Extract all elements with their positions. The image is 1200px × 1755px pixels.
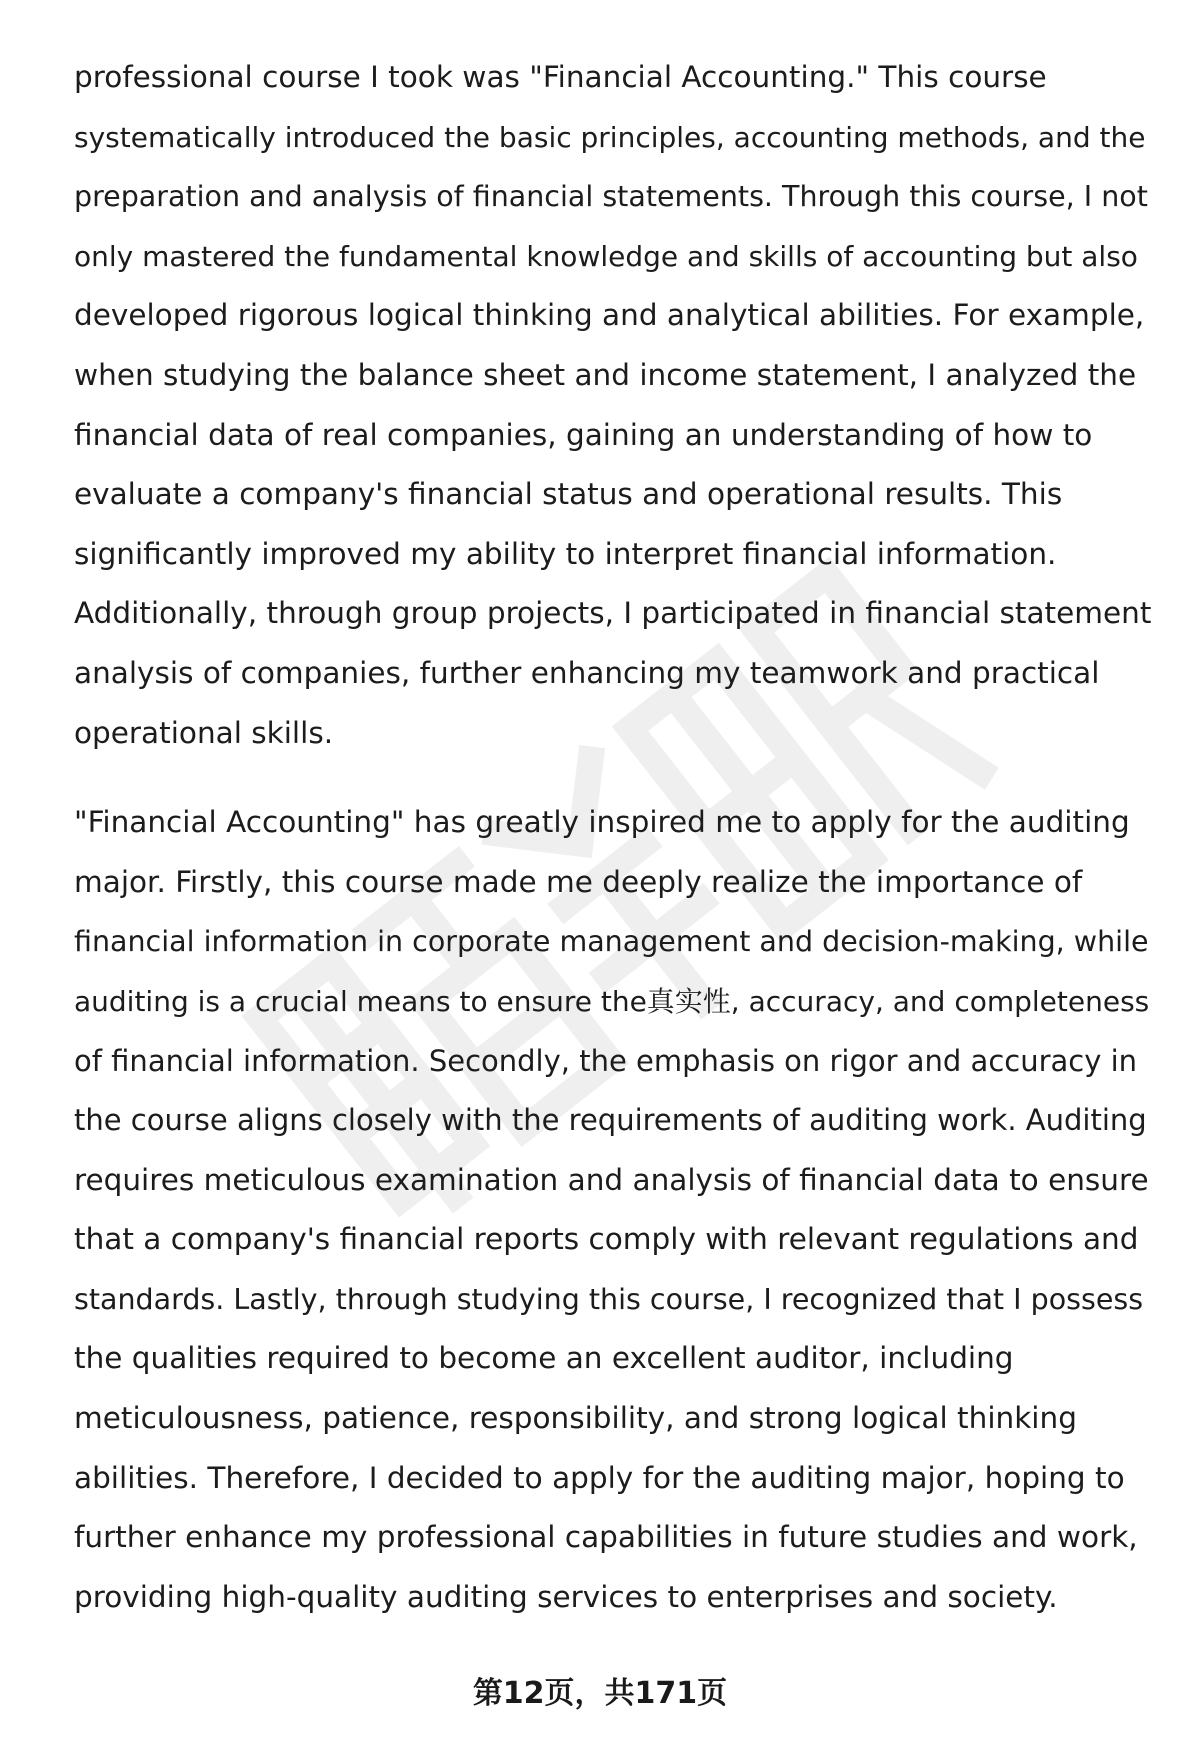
text-line: significantly improved my ability to interpret financial information. xyxy=(74,536,1057,571)
text-line: "Financial Accounting" has greatly inspired me to apply for the auditing xyxy=(74,805,1130,840)
text-line: financial information in corporate management and decision-making, while xyxy=(74,925,1149,959)
paragraph-2 xyxy=(74,793,1154,1627)
text-line: preparation and analysis of financial statements. Through this course, I not xyxy=(74,180,1148,214)
text-line: professional course I took was "Financial Accounting." This course xyxy=(74,60,1047,94)
body-text xyxy=(74,48,1154,1627)
text-line: major. Firstly, this course made me deeply realize the importance of xyxy=(74,864,1083,899)
text-line: meticulousness, patience, responsibility, and strong logical thinking xyxy=(74,1401,1077,1436)
text-line: that a company's financial reports comply with relevant regulations and xyxy=(74,1222,1139,1257)
text-line: developed rigorous logical thinking and analytical abilities. For example, xyxy=(74,298,1145,333)
text-line: providing high-quality auditing services to enterprises and society. xyxy=(74,1579,1058,1614)
text-line: operational skills. xyxy=(74,715,334,750)
text-line: requires meticulous examination and analysis of financial data to ensure xyxy=(74,1162,1149,1197)
text-line: financial data of real companies, gaining an understanding of how to xyxy=(74,417,1093,452)
text-line: only mastered the fundamental knowledge and skills of accounting but also xyxy=(74,239,1138,273)
text-line: abilities. Therefore, I decided to apply for the auditing major, hoping to xyxy=(74,1460,1125,1495)
text-line: of financial information. Secondly, the emphasis on rigor and accuracy in xyxy=(74,1043,1138,1078)
page-number-footer: 第12页，共171页 xyxy=(472,1676,728,1711)
text-line: the course aligns closely with the requirements of auditing work. Auditing xyxy=(74,1103,1147,1138)
text-line: further enhance my professional capabilities in future studies and work, xyxy=(74,1520,1138,1555)
text-line: analysis of companies, further enhancing my teamwork and practical xyxy=(74,655,1100,690)
text-line: Additionally, through group projects, I participated in financial statement xyxy=(74,596,1152,631)
text-line: auditing is a crucial means to ensure the真实性, accuracy, and completeness xyxy=(74,984,1150,1018)
text-line: when studying the balance sheet and income statement, I analyzed the xyxy=(74,357,1137,392)
text-line: the qualities required to become an excellent auditor, including xyxy=(74,1341,1014,1376)
text-line: evaluate a company's financial status and operational results. This xyxy=(74,477,1063,512)
paragraph-1 xyxy=(74,48,1154,763)
text-line: systematically introduced the basic principles, accounting methods, and the xyxy=(74,120,1146,154)
text-line: standards. Lastly, through studying this course, I recognized that I possess xyxy=(74,1282,1144,1316)
